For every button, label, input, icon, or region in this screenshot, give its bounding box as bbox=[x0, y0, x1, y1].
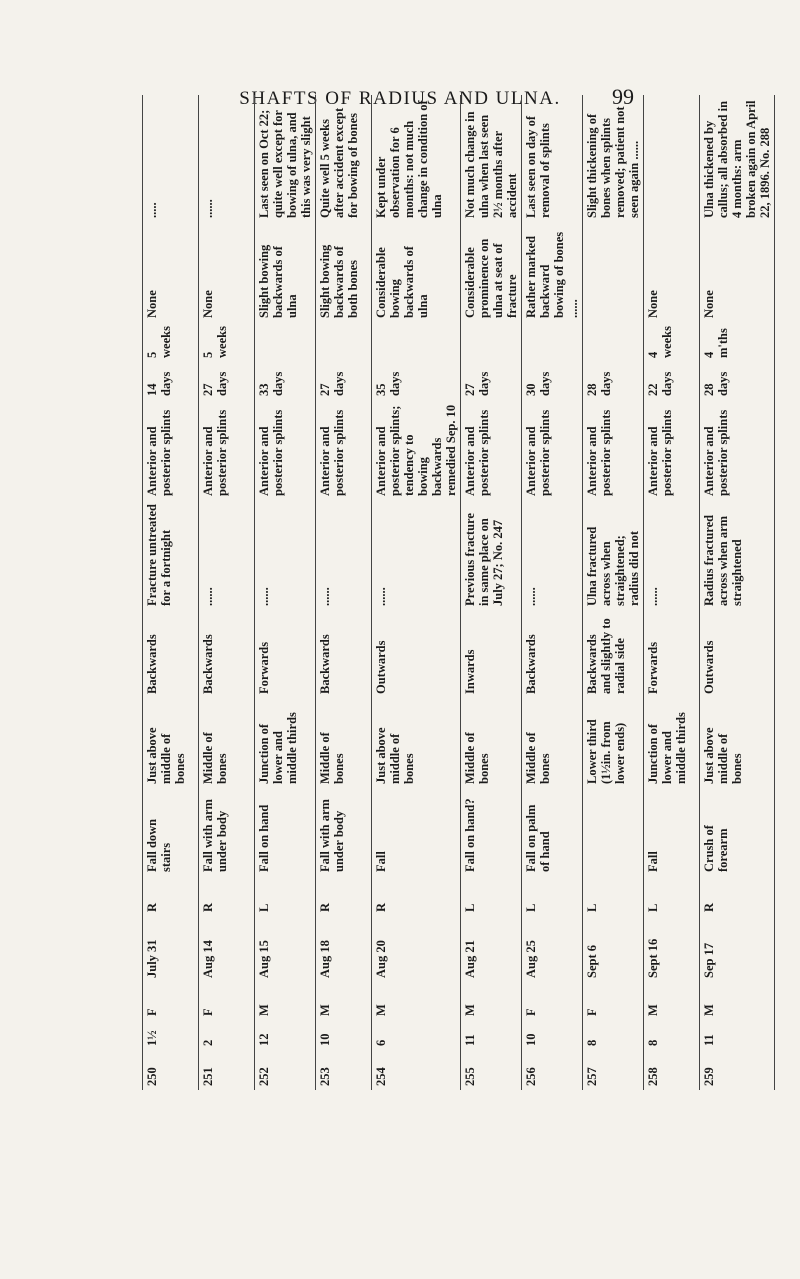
seat-of-fracture-cell: Just above middle of bones bbox=[700, 698, 775, 788]
date-cell: Aug 25 bbox=[522, 916, 583, 982]
days-in-splints-cell: 22 days bbox=[644, 362, 700, 400]
date-cell: Aug 18 bbox=[316, 916, 372, 982]
days-in-splints-cell: 27 days bbox=[316, 362, 372, 400]
cause-cell: Fall bbox=[372, 788, 461, 876]
case-number-cell: 254 bbox=[372, 1050, 461, 1090]
use-of-limb-cell: 5 weeks bbox=[143, 322, 199, 362]
date-cell: Aug 21 bbox=[461, 916, 522, 982]
remarks-cell: ...... bbox=[316, 500, 372, 610]
seat-of-fracture-cell: Junction of lower and middle thirds bbox=[255, 698, 316, 788]
sex-cell: M bbox=[461, 982, 522, 1020]
treatment-cell: Anterior and posterior splints bbox=[143, 400, 199, 500]
result-cell: Kept under observation for 6 months: not much change in condition of ulna bbox=[372, 95, 461, 222]
sex-cell: M bbox=[372, 982, 461, 1020]
sex-cell: M bbox=[644, 982, 700, 1020]
remarks-cell: ...... bbox=[522, 500, 583, 610]
days-in-splints-cell: 30 days bbox=[522, 362, 583, 400]
use-of-limb-cell bbox=[316, 322, 372, 362]
age-cell: 6 bbox=[372, 1020, 461, 1050]
cause-cell: Fall on palm of hand bbox=[522, 788, 583, 876]
displacement-cell: Backwards and slightly to radial side bbox=[583, 610, 644, 698]
days-in-splints-cell: 28 days bbox=[700, 362, 775, 400]
seat-of-fracture-cell: Middle of bones bbox=[316, 698, 372, 788]
treatment-cell: Anterior and posterior splints bbox=[583, 400, 644, 500]
seat-of-fracture-cell: Just above middle of bones bbox=[372, 698, 461, 788]
seat-of-fracture-cell: Middle of bones bbox=[461, 698, 522, 788]
treatment-cell: Anterior and posterior splints bbox=[644, 400, 700, 500]
seat-of-fracture-cell: Just above middle of bones bbox=[143, 698, 199, 788]
remarks-cell: Previous fracture in same place on July 27; No. 247 bbox=[461, 500, 522, 610]
table-row bbox=[700, 95, 775, 1090]
treatment-cell: Anterior and posterior splints; tendency to bowing backwards remedied Sep. 10 bbox=[372, 400, 461, 500]
sex-cell: F bbox=[522, 982, 583, 1020]
table-row bbox=[199, 95, 255, 1090]
use-of-limb-cell: 4 m'ths bbox=[700, 322, 775, 362]
side-cell: R bbox=[372, 876, 461, 916]
displacement-cell: Backwards bbox=[199, 610, 255, 698]
treatment-cell: Anterior and posterior splints bbox=[461, 400, 522, 500]
cause-cell: Fall bbox=[644, 788, 700, 876]
days-in-splints-cell: 33 days bbox=[255, 362, 316, 400]
cause-cell: Fall on hand bbox=[255, 788, 316, 876]
table-row bbox=[461, 95, 522, 1090]
deformity-cell: None bbox=[644, 222, 700, 322]
remarks-cell: Radius fractured across when arm straightened bbox=[700, 500, 775, 610]
table-row bbox=[583, 95, 644, 1090]
seat-of-fracture-cell: Junction of lower and middle thirds bbox=[644, 698, 700, 788]
deformity-cell: None bbox=[199, 222, 255, 322]
date-cell: July 31 bbox=[143, 916, 199, 982]
seat-of-fracture-cell: Middle of bones bbox=[522, 698, 583, 788]
days-in-splints-cell: 27 days bbox=[199, 362, 255, 400]
remarks-cell: ...... bbox=[644, 500, 700, 610]
date-cell: Aug 20 bbox=[372, 916, 461, 982]
days-in-splints-cell: 28 days bbox=[583, 362, 644, 400]
use-of-limb-cell: 4 weeks bbox=[644, 322, 700, 362]
table-row bbox=[644, 95, 700, 1090]
side-cell: R bbox=[143, 876, 199, 916]
age-cell: 11 bbox=[461, 1020, 522, 1050]
age-cell: 8 bbox=[583, 1020, 644, 1050]
table-row bbox=[255, 95, 316, 1090]
remarks-cell: ...... bbox=[199, 500, 255, 610]
cause-cell: Crush of forearm bbox=[700, 788, 775, 876]
side-cell: L bbox=[522, 876, 583, 916]
treatment-cell: Anterior and posterior splints bbox=[522, 400, 583, 500]
side-cell: L bbox=[583, 876, 644, 916]
date-cell: Aug 14 bbox=[199, 916, 255, 982]
use-of-limb-cell bbox=[461, 322, 522, 362]
side-cell: L bbox=[644, 876, 700, 916]
sex-cell: F bbox=[583, 982, 644, 1020]
cause-cell bbox=[583, 788, 644, 876]
age-cell: 8 bbox=[644, 1020, 700, 1050]
sex-cell: F bbox=[199, 982, 255, 1020]
treatment-cell: Anterior and posterior splints bbox=[316, 400, 372, 500]
displacement-cell: Backwards bbox=[316, 610, 372, 698]
result-cell: Slight thickening of bones when splints removed; patient not seen again ...... bbox=[583, 95, 644, 222]
cause-cell: Fall on hand? bbox=[461, 788, 522, 876]
side-cell: L bbox=[461, 876, 522, 916]
days-in-splints-cell: 14 days bbox=[143, 362, 199, 400]
age-cell: 12 bbox=[255, 1020, 316, 1050]
side-cell: R bbox=[700, 876, 775, 916]
date-cell: Sep 17 bbox=[700, 916, 775, 982]
case-rows bbox=[143, 95, 775, 1090]
case-number-cell: 252 bbox=[255, 1050, 316, 1090]
date-cell: Aug 15 bbox=[255, 916, 316, 982]
result-cell bbox=[644, 95, 700, 222]
treatment-cell: Anterior and posterior splints bbox=[255, 400, 316, 500]
side-cell: L bbox=[255, 876, 316, 916]
deformity-cell: Slight bowing backwards of both bones bbox=[316, 222, 372, 322]
remarks-cell: Fracture untreated for a fortnight bbox=[143, 500, 199, 610]
seat-of-fracture-cell: Middle of bones bbox=[199, 698, 255, 788]
date-cell: Sept 16 bbox=[644, 916, 700, 982]
table-row bbox=[316, 95, 372, 1090]
result-cell: ..... bbox=[143, 95, 199, 222]
case-number-cell: 250 bbox=[143, 1050, 199, 1090]
table-row bbox=[522, 95, 583, 1090]
treatment-cell: Anterior and posterior splints bbox=[700, 400, 775, 500]
days-in-splints-cell: 27 days bbox=[461, 362, 522, 400]
case-number-cell: 256 bbox=[522, 1050, 583, 1090]
use-of-limb-cell bbox=[583, 322, 644, 362]
age-cell: 11 bbox=[700, 1020, 775, 1050]
deformity-cell: Considerable prominence on ulna at seat of fracture bbox=[461, 222, 522, 322]
side-cell: R bbox=[316, 876, 372, 916]
sex-cell: M bbox=[316, 982, 372, 1020]
case-number-cell: 255 bbox=[461, 1050, 522, 1090]
deformity-cell: None bbox=[700, 222, 775, 322]
side-cell: R bbox=[199, 876, 255, 916]
displacement-cell: Backwards bbox=[522, 610, 583, 698]
age-cell: 2 bbox=[199, 1020, 255, 1050]
deformity-cell bbox=[583, 222, 644, 322]
page-number: 99 bbox=[612, 84, 634, 109]
table-row bbox=[143, 95, 199, 1090]
deformity-cell: Rather marked backward bowing of bones ...... bbox=[522, 222, 583, 322]
case-number-cell: 259 bbox=[700, 1050, 775, 1090]
result-cell: ...... bbox=[199, 95, 255, 222]
displacement-cell: Forwards bbox=[255, 610, 316, 698]
displacement-cell: Outwards bbox=[700, 610, 775, 698]
result-cell: Quite well 5 weeks after accident except for bowing of bones bbox=[316, 95, 372, 222]
case-number-cell: 257 bbox=[583, 1050, 644, 1090]
running-title: SHAFTS OF RADIUS AND ULNA. bbox=[239, 88, 561, 109]
case-table-rotated bbox=[142, 95, 772, 1090]
remarks-cell: ...... bbox=[372, 500, 461, 610]
case-number-cell: 253 bbox=[316, 1050, 372, 1090]
use-of-limb-cell: 5 weeks bbox=[199, 322, 255, 362]
displacement-cell: Backwards bbox=[143, 610, 199, 698]
age-cell: 1½ bbox=[143, 1020, 199, 1050]
remarks-cell: Ulna fractured across when straightened; radius did not bbox=[583, 500, 644, 610]
result-cell: Last seen on Oct 22; quite well except for bowing of ulna, and this was very slight bbox=[255, 95, 316, 222]
displacement-cell: Inwards bbox=[461, 610, 522, 698]
result-cell: Ulna thickened by callus; all absorbed in 4 months: arm broken again on April 22, 1896. No. 288 bbox=[700, 95, 775, 222]
sex-cell: M bbox=[700, 982, 775, 1020]
cause-cell: Fall down stairs bbox=[143, 788, 199, 876]
cause-cell: Fall with arm under body bbox=[199, 788, 255, 876]
use-of-limb-cell bbox=[522, 322, 583, 362]
deformity-cell: Considerable bowing backwards of ulna bbox=[372, 222, 461, 322]
case-table bbox=[142, 95, 775, 1090]
remarks-cell: ...... bbox=[255, 500, 316, 610]
age-cell: 10 bbox=[522, 1020, 583, 1050]
displacement-cell: Outwards bbox=[372, 610, 461, 698]
result-cell: Last seen on day of removal of splints bbox=[522, 95, 583, 222]
deformity-cell: Slight bowing backwards of ulna bbox=[255, 222, 316, 322]
treatment-cell: Anterior and posterior splints bbox=[199, 400, 255, 500]
age-cell: 10 bbox=[316, 1020, 372, 1050]
result-cell: Not much change in ulna when last seen 2½ months after accident bbox=[461, 95, 522, 222]
use-of-limb-cell bbox=[372, 322, 461, 362]
days-in-splints-cell: 35 days bbox=[372, 362, 461, 400]
date-cell: Sept 6 bbox=[583, 916, 644, 982]
sex-cell: F bbox=[143, 982, 199, 1020]
case-number-cell: 251 bbox=[199, 1050, 255, 1090]
cause-cell: Fall with arm under body bbox=[316, 788, 372, 876]
case-number-cell: 258 bbox=[644, 1050, 700, 1090]
sex-cell: M bbox=[255, 982, 316, 1020]
seat-of-fracture-cell: Lower third (1½in. from lower ends) bbox=[583, 698, 644, 788]
deformity-cell: None bbox=[143, 222, 199, 322]
displacement-cell: Forwards bbox=[644, 610, 700, 698]
use-of-limb-cell bbox=[255, 322, 316, 362]
table-row bbox=[372, 95, 461, 1090]
